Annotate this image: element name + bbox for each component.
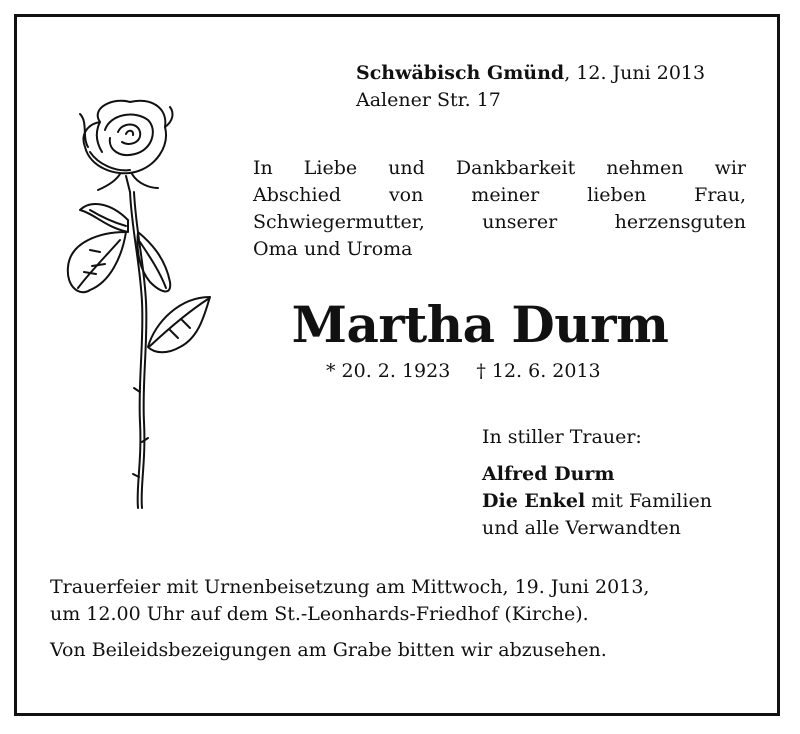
place-name: Schwäbisch Gmünd xyxy=(356,62,565,84)
intro-line: Abschied von meiner lieben Frau, xyxy=(253,184,746,206)
death-date: † 12. 6. 2013 xyxy=(476,360,601,382)
ceremony-location: um 12.00 Uhr auf dem St.-Leonhards-Friedhof (Kirche). xyxy=(50,603,589,625)
address: Aalener Str. 17 xyxy=(356,89,501,111)
rose-icon xyxy=(60,92,220,512)
intro-text xyxy=(253,155,746,263)
header-block xyxy=(356,60,705,114)
mourners-block xyxy=(482,424,712,542)
intro-line: In Liebe und Dankbarkeit nehmen wir xyxy=(253,157,746,179)
mourners-intro: In stiller Trauer: xyxy=(482,426,642,448)
mourner-group-rest: mit Familien xyxy=(585,490,712,512)
deceased-name: Martha Durm xyxy=(291,295,669,354)
birth-date: * 20. 2. 1923 xyxy=(326,360,451,382)
intro-line: Oma und Uroma xyxy=(253,238,413,260)
footer-block xyxy=(50,574,649,664)
mourner-name: Alfred Durm xyxy=(482,463,615,485)
condolence-note: Von Beileidsbezeigungen am Grabe bitten wir abzusehen. xyxy=(50,639,607,661)
mourner-relatives: und alle Verwandten xyxy=(482,517,681,539)
ceremony-line: Trauerfeier mit Urnenbeisetzung am Mittwoch, 19. Juni 2013, xyxy=(50,576,650,598)
mourner-group: Die Enkel xyxy=(482,490,586,512)
header-date: , 12. Juni 2013 xyxy=(564,62,706,84)
life-dates xyxy=(326,358,601,385)
intro-line: Schwiegermutter, unserer herzensguten xyxy=(253,211,746,233)
